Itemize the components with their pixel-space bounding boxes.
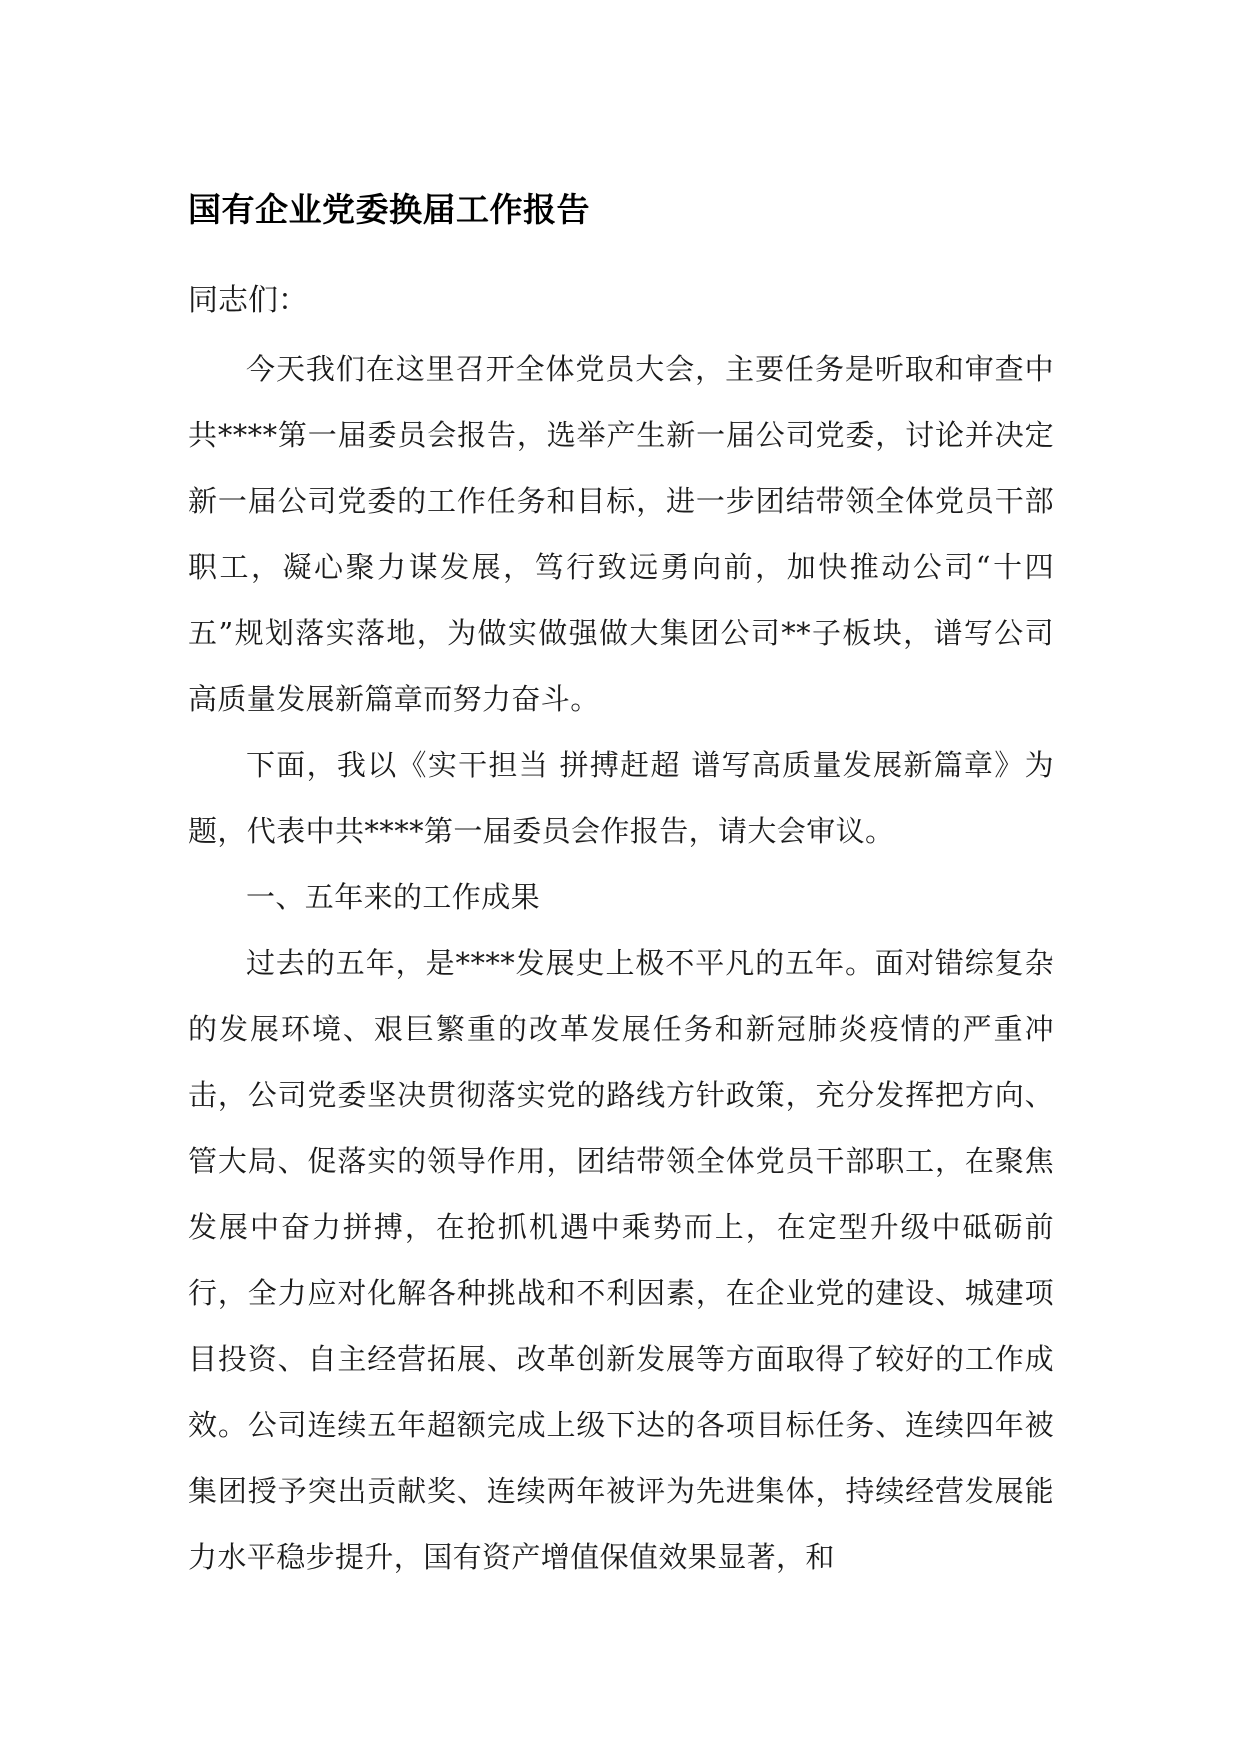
salutation: 同志们：	[188, 283, 308, 318]
paragraph-achievements: 过去的五年，是****发展史上极不平凡的五年。面对错综复杂的发展环境、艰巨繁重的改革发展任务和新冠肺炎疫情的严重冲击，公司党委坚决贯彻落实党的路线方针政策，充分发挥把方向、管大局、促落实的领导作用，团结带领全体党员干部职工，在聚焦发展中奋力拼搏，在抢抓机遇中乘势而上，在定型升级中砥砺前行，全力应对化解各种挑战和不利因素，在企业党的建设、城建项目投资、自主经营拓展、改革创新发展等方面取得了较好的工作成效。公司连续五年超额完成上级下达的各项目标任务、连续四年被集团授予突出贡献奖、连续两年被评为先进集体，持续经营发展能力水平稳步提升，国有资产增值保值效果显著，和	[188, 946, 1054, 1574]
section-heading: 一、五年来的工作成果	[246, 880, 541, 914]
paragraph-report-title: 下面，我以《实干担当 拼搏赶超 谱写高质量发展新篇章》为题，代表中共****第一届委员会作报告，请大会审议。	[188, 748, 1054, 848]
document-body	[188, 336, 1054, 1590]
paragraph-intro: 今天我们在这里召开全体党员大会，主要任务是听取和审查中共****第一届委员会报告，选举产生新一届公司党委，讨论并决定新一届公司党委的工作任务和目标，进一步团结带领全体党员干部职工，凝心聚力谋发展，笃行致远勇向前，加快推动公司“十四五”规划落实落地，为做实做强做大集团公司**子板块，谱写公司高质量发展新篇章而努力奋斗。	[188, 352, 1054, 716]
document-title: 国有企业党委换届工作报告	[188, 190, 590, 229]
